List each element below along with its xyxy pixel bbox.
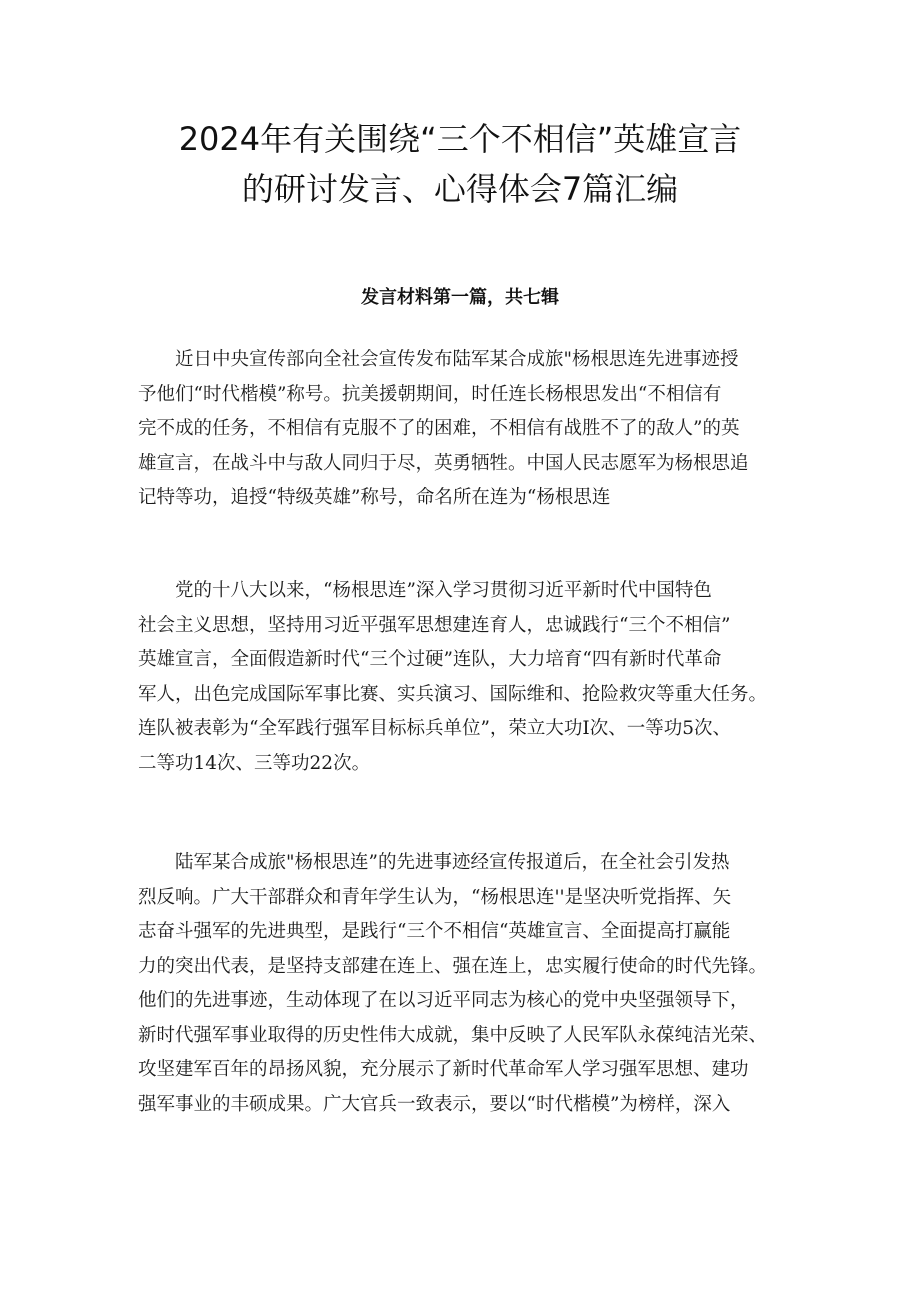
paragraph-1 — [138, 343, 794, 516]
paragraph-line: 予他们“时代楷模”称号。抗美援朝期间，时任连长杨根思发出“不相信有 — [138, 383, 722, 405]
paragraph-line: 陆军某合成旅"杨根思连”的先进事迹经宣传报道后，在全社会引发热 — [175, 852, 730, 873]
title-line-1: 2024年有关围绕“三个不相信”英雄宣言 — [178, 120, 742, 158]
paragraph-line: 攻坚建军百年的昂扬风貌，充分展示了新时代革命军人学习强军思想、建功 — [138, 1059, 749, 1080]
paragraph-line: 强军事业的丰硕成果。广大官兵一致表示，要以“时代楷模”为榜样，深入 — [138, 1093, 731, 1115]
paragraph-line: 烈反响。广大干部群众和青年学生认为，“杨根思连''是坚决听党指挥、矢 — [138, 886, 732, 908]
paragraph-3 — [138, 846, 794, 1122]
paragraph-line: 英雄宣言，全面假造新时代“三个过硬”连队，大力培育“四有新时代革命 — [138, 649, 722, 670]
paragraph-line: 社会主义思想，坚持用习近平强军思想建连育人，忠诚践行“三个不相信” — [138, 614, 731, 636]
section-heading: 发言材料第一篇，共七辑 — [361, 287, 559, 308]
title-line-2: 的研讨发言、心得体会7篇汇编 — [241, 170, 679, 208]
paragraph-line: 近日中央宣传部向全社会宣传发布陆军某合成旅"杨根思连先进事迹授 — [175, 349, 739, 370]
paragraph-line: 记特等功，追授“特级英雄”称号，命名所在连为“杨根思连 — [138, 487, 611, 508]
paragraph-line: 志奋斗强军的先进典型，是践行“三个不相信“英雄宣言、全面提高打赢能 — [138, 921, 731, 942]
paragraph-line: 军人，出色完成国际军事比赛、实兵演习、国际维和、抢险救灾等重大任务。 — [138, 683, 768, 705]
document-title — [100, 114, 820, 214]
paragraph-line: 他们的先进事迹，生动体现了在以习近平同志为核心的党中央坚强领导下， — [138, 990, 749, 1011]
paragraph-line: 完不成的任务，不相信有克服不了的困难，不相信有战胜不了的敌人”的英 — [138, 418, 740, 439]
paragraph-line: 力的突出代表，是坚持支部建在连上、强在连上，忠实履行使命的时代先锋。 — [138, 955, 768, 977]
paragraph-2 — [138, 574, 794, 781]
paragraph-line: 党的十八大以来，“杨根思连”深入学习贯彻习近平新时代中国特色 — [175, 580, 712, 601]
paragraph-line: 雄宣言，在战斗中与敌人同归于尽，英勇牺牲。中国人民志愿军为杨根思追 — [138, 452, 749, 474]
paragraph-line: 新时代强军事业取得的历史性伟大成就，集中反映了人民军队永葆纯洁光荣、 — [138, 1024, 768, 1046]
paragraph-line: 二等功14次、三等功22次。 — [138, 752, 371, 774]
paragraph-line: 连队被表彰为“全军践行强军目标标兵单位”，荣立大功I次、一等功5次、 — [138, 718, 731, 739]
